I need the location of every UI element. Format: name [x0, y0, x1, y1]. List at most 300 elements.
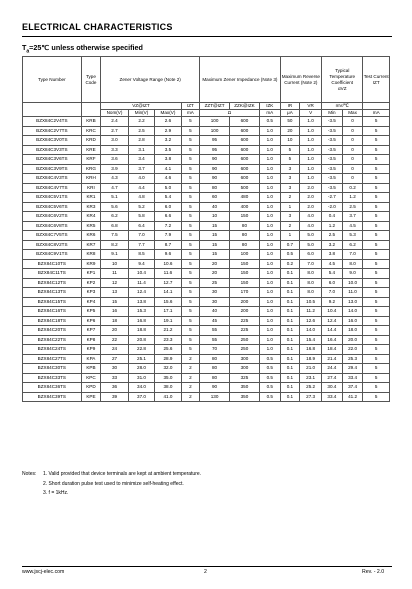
table-cell: 1.0 — [259, 307, 280, 317]
table-cell: 250 — [230, 335, 260, 345]
table-cell: 15.3 — [128, 307, 154, 317]
table-cell: 80 — [200, 183, 230, 193]
table-cell: 4.0 — [128, 174, 154, 184]
table-cell: 34.0 — [128, 383, 154, 393]
table-cell: 5.4 — [155, 193, 181, 203]
table-cell: 6.6 — [155, 212, 181, 222]
table-cell: 12.7 — [155, 278, 181, 288]
condition-sub: a — [26, 48, 30, 55]
table-cell: 3 — [280, 183, 300, 193]
table-cell: 16.4 — [322, 335, 343, 345]
table-row — [23, 278, 390, 288]
table-cell: 7.5 — [101, 231, 129, 241]
table-cell: BZX84C6V8TS — [23, 221, 82, 231]
table-cell: 5 — [363, 240, 390, 250]
title-rule — [22, 36, 392, 37]
table-row — [23, 183, 390, 193]
table-cell: 40 — [200, 307, 230, 317]
table-cell: -3.5 — [322, 164, 343, 174]
table-cell: 39 — [101, 392, 129, 402]
table-cell: 1.0 — [300, 126, 322, 136]
table-cell: 5.3 — [342, 231, 363, 241]
table-cell: 1.0 — [259, 240, 280, 250]
table-cell: 10.4 — [322, 307, 343, 317]
table-cell: 1.0 — [259, 126, 280, 136]
table-cell: 9.6 — [155, 250, 181, 260]
table-row — [23, 155, 390, 165]
table-cell: KR8 — [81, 250, 101, 260]
test-condition — [22, 43, 143, 54]
temp-coeff-label: Typical Temperature Coefficient — [329, 67, 356, 85]
table-cell: 1.0 — [300, 174, 322, 184]
header-zzk: ZZK@IZK — [230, 103, 260, 110]
table-cell: 21.4 — [322, 354, 343, 364]
table-cell: 3 — [280, 174, 300, 184]
table-cell: 13.8 — [128, 297, 154, 307]
table-cell: 100 — [200, 126, 230, 136]
table-cell: KP6 — [81, 316, 101, 326]
table-cell: 1.0 — [259, 193, 280, 203]
table-cell: -3.5 — [322, 136, 343, 146]
table-cell: 5 — [181, 174, 199, 184]
table-cell: BZX84C39TS — [23, 392, 82, 402]
table-cell: 30.4 — [322, 383, 343, 393]
table-cell: 5 — [363, 231, 390, 241]
table-cell: 1 — [280, 202, 300, 212]
table-cell: 40 — [200, 202, 230, 212]
table-cell: 18.8 — [128, 326, 154, 336]
table-cell: 5 — [280, 145, 300, 155]
table-cell: KRC — [81, 126, 101, 136]
table-cell: 0.4 — [322, 212, 343, 222]
table-cell: 5 — [181, 316, 199, 326]
table-cell: KPD — [81, 383, 101, 393]
table-row — [23, 126, 390, 136]
table-cell: 5 — [363, 221, 390, 231]
table-cell: 0 — [342, 164, 363, 174]
table-cell: 1.0 — [259, 335, 280, 345]
table-cell: 5 — [363, 288, 390, 298]
table-cell: 600 — [230, 126, 260, 136]
table-cell: 27.4 — [322, 373, 343, 383]
table-cell: 15 — [200, 250, 230, 260]
table-cell: 5 — [181, 183, 199, 193]
table-row — [23, 364, 390, 374]
footer-page: 2 — [204, 569, 207, 575]
table-row — [23, 307, 390, 317]
table-cell: 10 — [280, 136, 300, 146]
table-cell: 150 — [230, 259, 260, 269]
table-cell: 5 — [363, 364, 390, 374]
table-cell: 90 — [200, 174, 230, 184]
table-cell: 0 — [342, 174, 363, 184]
characteristics-table — [22, 56, 390, 402]
table-cell: KR9 — [81, 259, 101, 269]
table-cell: 55 — [200, 335, 230, 345]
table-cell: 2.5 — [322, 231, 343, 241]
table-cell: 350 — [230, 383, 260, 393]
note-1: 1. Valid provided that device terminals are kept at ambient temperature. — [43, 471, 202, 477]
table-cell: 8.7 — [155, 240, 181, 250]
table-cell: 5 — [181, 240, 199, 250]
table-cell: 6.0 — [155, 202, 181, 212]
table-cell: 6.4 — [128, 221, 154, 231]
table-row — [23, 117, 390, 127]
table-row — [23, 373, 390, 383]
header-izt: IZT — [181, 103, 199, 110]
table-row — [23, 259, 390, 269]
table-cell: 300 — [230, 364, 260, 374]
table-cell: 24.4 — [322, 364, 343, 374]
table-row — [23, 335, 390, 345]
table-cell: 2 — [280, 221, 300, 231]
table-cell: 4.5 — [342, 221, 363, 231]
table-cell: 41.2 — [342, 392, 363, 402]
table-cell: 5 — [181, 335, 199, 345]
table-cell: 350 — [230, 392, 260, 402]
table-cell: BZX84C18TS — [23, 316, 82, 326]
table-row — [23, 136, 390, 146]
table-cell: 2 — [181, 373, 199, 383]
table-cell: 5 — [363, 345, 390, 355]
table-cell: 10.0 — [342, 278, 363, 288]
table-cell: 24 — [101, 345, 129, 355]
table-cell: KR6 — [81, 231, 101, 241]
table-cell: -3.5 — [322, 174, 343, 184]
table-cell: BZX84C4V7TS — [23, 183, 82, 193]
table-cell: 5 — [280, 155, 300, 165]
table-cell: 5.0 — [155, 183, 181, 193]
table-cell: 6.8 — [101, 221, 129, 231]
table-cell: 38.0 — [155, 383, 181, 393]
table-cell: 2.0 — [300, 183, 322, 193]
table-cell: 15 — [101, 297, 129, 307]
header-max-impedance: Maximum Zener Impedance (Note 3) — [200, 57, 281, 103]
table-cell: KPC — [81, 373, 101, 383]
table-cell: 32.0 — [155, 364, 181, 374]
table-cell: BZX84C8V2TS — [23, 240, 82, 250]
table-cell: KRE — [81, 145, 101, 155]
unit-test-current: mA — [363, 110, 390, 117]
table-cell: 4.0 — [300, 221, 322, 231]
table-cell: 28.9 — [155, 354, 181, 364]
table-cell: 45 — [200, 316, 230, 326]
table-cell: 1.0 — [259, 202, 280, 212]
table-cell: 0.5 — [259, 373, 280, 383]
unit-vr: V — [300, 110, 322, 117]
table-cell: 22.0 — [342, 345, 363, 355]
table-cell: 11 — [101, 269, 129, 279]
table-cell: BZX84C11TS — [23, 269, 82, 279]
table-cell: 1.2 — [322, 221, 343, 231]
blank-cell — [363, 103, 390, 110]
table-cell: 15 — [200, 221, 230, 231]
table-cell: 7.7 — [128, 240, 154, 250]
table-cell: 5.0 — [300, 240, 322, 250]
table-cell: 5 — [363, 155, 390, 165]
table-cell: 5 — [363, 126, 390, 136]
table-cell: 170 — [230, 288, 260, 298]
table-cell: 22.8 — [128, 345, 154, 355]
table-cell: 10.6 — [155, 259, 181, 269]
table-cell: 95 — [200, 145, 230, 155]
table-cell: 60 — [200, 193, 230, 203]
table-cell: 5.4 — [322, 269, 343, 279]
table-cell: 20 — [200, 269, 230, 279]
table-cell: 1.0 — [259, 288, 280, 298]
table-cell: 1.0 — [300, 145, 322, 155]
table-cell: BZX84C6V2TS — [23, 212, 82, 222]
table-cell: 22 — [101, 335, 129, 345]
table-cell: 0.2 — [280, 259, 300, 269]
table-cell: 5 — [181, 231, 199, 241]
table-cell: 23.1 — [300, 373, 322, 383]
table-cell: 30 — [200, 297, 230, 307]
table-cell: BZX84C22TS — [23, 335, 82, 345]
header-vz-izt: VZ@IZT — [101, 103, 181, 110]
table-cell: 16.0 — [342, 316, 363, 326]
table-cell: BZX84C2V4TS — [23, 117, 82, 127]
table-cell: 0.1 — [280, 392, 300, 402]
table-row — [23, 174, 390, 184]
table-cell: 500 — [230, 183, 260, 193]
unit-ohm: Ω — [200, 110, 260, 117]
table-cell: 4.0 — [300, 212, 322, 222]
table-cell: 90 — [200, 164, 230, 174]
table-cell: 5 — [181, 193, 199, 203]
table-cell: 5 — [181, 136, 199, 146]
table-cell: 3.0 — [101, 136, 129, 146]
table-cell: 5 — [363, 354, 390, 364]
table-cell: 5.8 — [128, 212, 154, 222]
table-cell: 5.2 — [128, 202, 154, 212]
table-cell: 2.5 — [128, 126, 154, 136]
table-cell: 5 — [363, 250, 390, 260]
table-row — [23, 383, 390, 393]
table-cell: 0.1 — [280, 383, 300, 393]
table-cell: 1.0 — [259, 221, 280, 231]
table-cell: 325 — [230, 373, 260, 383]
table-cell: 12.4 — [128, 288, 154, 298]
table-cell: 5 — [181, 307, 199, 317]
table-cell: 3.1 — [128, 145, 154, 155]
table-cell: 11.6 — [155, 269, 181, 279]
table-cell: 3.4 — [128, 155, 154, 165]
table-cell: KP3 — [81, 288, 101, 298]
table-cell: 480 — [230, 193, 260, 203]
header-max-v: Max(V) — [155, 110, 181, 117]
table-cell: 2.6 — [155, 117, 181, 127]
table-cell: 80 — [230, 231, 260, 241]
table-cell: 3.3 — [101, 145, 129, 155]
table-cell: 1.0 — [259, 136, 280, 146]
table-cell: 25.3 — [342, 354, 363, 364]
table-cell: KP9 — [81, 345, 101, 355]
table-row — [23, 326, 390, 336]
table-cell: 1.0 — [259, 259, 280, 269]
table-cell: 7.2 — [155, 221, 181, 231]
blank-cell — [81, 103, 101, 117]
table-cell: 2.9 — [155, 126, 181, 136]
table-cell: 0.5 — [259, 383, 280, 393]
table-body — [23, 117, 390, 402]
table-cell: 8.0 — [300, 278, 322, 288]
table-cell: 0.1 — [280, 364, 300, 374]
table-row — [23, 250, 390, 260]
table-cell: 100 — [230, 250, 260, 260]
table-cell: BZX84C3V9TS — [23, 164, 82, 174]
table-cell: 5 — [363, 326, 390, 336]
table-cell: KR1 — [81, 193, 101, 203]
table-row — [23, 288, 390, 298]
table-cell: 2 — [181, 354, 199, 364]
table-cell: 1.0 — [300, 136, 322, 146]
table-cell: 11.4 — [128, 278, 154, 288]
table-cell: 95 — [200, 136, 230, 146]
table-cell: 5 — [363, 269, 390, 279]
table-cell: 25.1 — [128, 354, 154, 364]
table-cell: 600 — [230, 174, 260, 184]
table-cell: 6.2 — [101, 212, 129, 222]
temp-coeff-symbol: αVZ — [337, 85, 347, 91]
table-cell: 1.0 — [259, 174, 280, 184]
table-cell: 5 — [181, 269, 199, 279]
table-cell: 400 — [230, 202, 260, 212]
table-cell: 0.1 — [280, 335, 300, 345]
table-cell: KPB — [81, 364, 101, 374]
table-cell: 6.0 — [300, 250, 322, 260]
table-cell: 30 — [200, 288, 230, 298]
footer-rev: Rev. - 2.0 — [362, 569, 385, 575]
table-cell: 18.4 — [322, 345, 343, 355]
table-cell: 6.0 — [322, 278, 343, 288]
table-cell: 5 — [181, 126, 199, 136]
table-cell: 5 — [181, 259, 199, 269]
header-tc-max: Max — [342, 110, 363, 117]
table-cell: 90 — [200, 383, 230, 393]
table-cell: 20.8 — [128, 335, 154, 345]
table-cell: KP2 — [81, 278, 101, 288]
table-cell: KP7 — [81, 326, 101, 336]
table-cell: 20.0 — [342, 335, 363, 345]
table-cell: 29.4 — [342, 364, 363, 374]
table-cell: KRF — [81, 155, 101, 165]
table-row — [23, 269, 390, 279]
table-cell: BZX84C36TS — [23, 383, 82, 393]
table-cell: 80 — [200, 364, 230, 374]
table-cell: 20 — [280, 126, 300, 136]
table-cell: 2.0 — [300, 202, 322, 212]
table-cell: 1 — [280, 231, 300, 241]
table-cell: 7.0 — [128, 231, 154, 241]
table-row — [23, 221, 390, 231]
header-izk: IZK — [259, 103, 280, 110]
table-cell: 25 — [200, 278, 230, 288]
table-cell: 3 — [280, 164, 300, 174]
table-cell: 3.5 — [155, 145, 181, 155]
unit-izt: mA — [181, 110, 199, 117]
table-cell: -3.5 — [322, 117, 343, 127]
table-cell: 16.8 — [300, 345, 322, 355]
table-cell: 1.0 — [259, 278, 280, 288]
table-cell: 13 — [101, 288, 129, 298]
table-cell: 2 — [181, 364, 199, 374]
footer-website: www.jscj-elec.com — [22, 569, 65, 575]
table-cell: 3.8 — [155, 155, 181, 165]
table-cell: 19.1 — [155, 316, 181, 326]
table-cell: 15.6 — [155, 297, 181, 307]
header-max-reverse: Maximum Reverse Current (Note 2) — [280, 57, 321, 103]
table-cell: 90 — [200, 155, 230, 165]
table-cell: 12 — [101, 278, 129, 288]
table-cell: 31.0 — [128, 373, 154, 383]
table-cell: 150 — [230, 269, 260, 279]
unit-ir: μA — [280, 110, 300, 117]
table-cell: 2.2 — [128, 117, 154, 127]
table-cell: 1.0 — [259, 212, 280, 222]
table-cell: BZX84C2V7TS — [23, 126, 82, 136]
table-cell: 1.0 — [300, 164, 322, 174]
note-3: 3. f = 1kHz. — [43, 490, 69, 496]
table-cell: KRD — [81, 136, 101, 146]
unit-izk: mA — [259, 110, 280, 117]
table-cell: 600 — [230, 155, 260, 165]
table-cell: 6.2 — [342, 240, 363, 250]
table-cell: 8.2 — [101, 240, 129, 250]
table-row — [23, 231, 390, 241]
notes — [22, 470, 201, 499]
table-cell: 8.0 — [300, 288, 322, 298]
table-cell: KR3 — [81, 202, 101, 212]
table-cell: KR7 — [81, 240, 101, 250]
table-cell: 0.5 — [259, 364, 280, 374]
table-cell: 600 — [230, 145, 260, 155]
table-cell: 4.1 — [155, 164, 181, 174]
table-cell: 0.1 — [280, 326, 300, 336]
table-cell: 0.1 — [280, 297, 300, 307]
table-cell: -2.7 — [322, 193, 343, 203]
table-cell: 15 — [200, 240, 230, 250]
table-cell: 50 — [280, 117, 300, 127]
table-cell: 16 — [101, 307, 129, 317]
table-cell: 5 — [363, 316, 390, 326]
notes-label: Notes: — [22, 471, 37, 477]
table-cell: BZX84C30TS — [23, 364, 82, 374]
table-cell: 0.1 — [280, 307, 300, 317]
table-cell: 25.2 — [300, 383, 322, 393]
table-cell: KR4 — [81, 212, 101, 222]
table-cell: 55 — [200, 326, 230, 336]
table-row — [23, 345, 390, 355]
table-cell: 150 — [230, 278, 260, 288]
table-cell: 12.6 — [300, 316, 322, 326]
table-cell: 41.0 — [155, 392, 181, 402]
header-vr: VR — [300, 103, 322, 110]
table-cell: 30 — [101, 364, 129, 374]
header-zener-voltage: Zener Voltage Range (Note 2) — [101, 57, 200, 103]
table-cell: 5 — [363, 383, 390, 393]
table-cell: 9.0 — [342, 269, 363, 279]
table-cell: BZX84C7V5TS — [23, 231, 82, 241]
table-cell: -3.5 — [322, 145, 343, 155]
table-cell: 0 — [342, 155, 363, 165]
table-cell: 1.0 — [259, 269, 280, 279]
table-cell: 13.0 — [342, 297, 363, 307]
table-cell: 5.6 — [101, 202, 129, 212]
header-type-number: Type Number — [23, 57, 82, 103]
table-row — [23, 297, 390, 307]
table-cell: 4.4 — [128, 183, 154, 193]
